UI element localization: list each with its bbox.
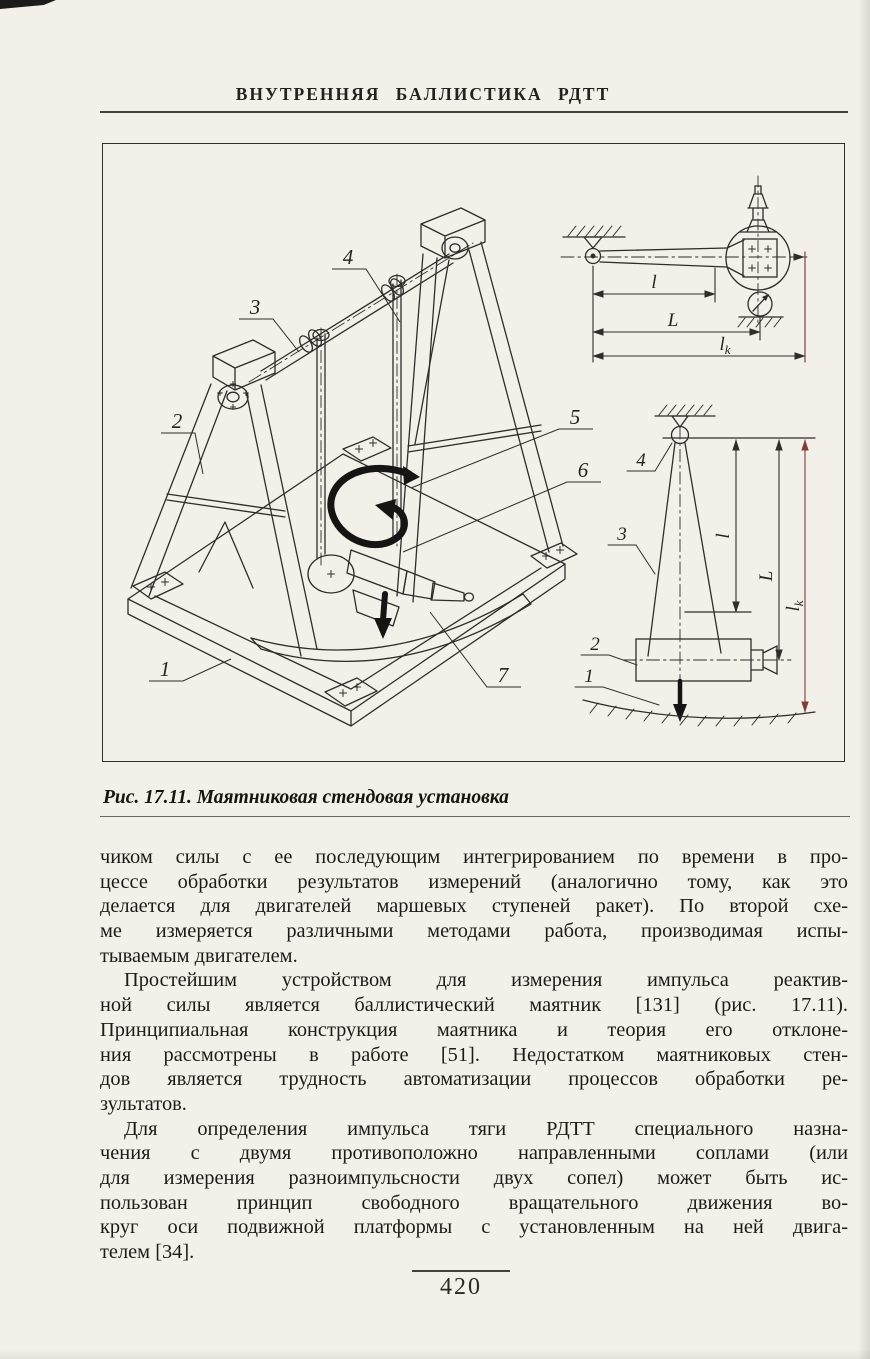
callout-5-label: 5: [569, 405, 581, 429]
page-number-rule: [412, 1270, 510, 1272]
text-line: цессе обработки результатов измерений (аналогично тому, как это: [100, 870, 848, 893]
text-line: для измерения разноимпульсности двух сопел) может быть ис-: [100, 1166, 848, 1189]
suspension-rods: [313, 274, 405, 566]
svg-text:3: 3: [617, 524, 627, 545]
caption-rule: [100, 816, 850, 817]
callout-4-label: 4: [342, 245, 354, 269]
callout-7-label: 7: [497, 663, 509, 687]
text-line: Для определения импульса тяги РДТТ специального назна-: [124, 1117, 848, 1140]
text-line: ме измеряется различными методами работа, производимая испы-: [100, 920, 848, 943]
figure-17-11-panel: [102, 143, 845, 762]
bottom-dim-lk-label: $l_k$: [783, 600, 806, 612]
callout-6: [403, 458, 601, 552]
paragraph-1: [100, 845, 848, 968]
scan-corner-artifact: [0, 0, 56, 9]
callout-2-label: 2: [171, 409, 183, 433]
figure-drawing: [103, 144, 844, 761]
callout-6-label: 6: [577, 458, 589, 482]
schematic-callout-3: [608, 524, 655, 574]
paragraph-3: [100, 1117, 848, 1265]
callout-3: [239, 295, 299, 352]
figure-caption: Рис. 17.11. Маятниковая стендовая установка: [103, 787, 509, 808]
svg-text:4: 4: [636, 450, 646, 471]
text-line: пользован принцип свободного вращательного движения во-: [100, 1191, 848, 1214]
top-dim-L-label: L: [667, 310, 679, 331]
header-rule: [100, 111, 848, 113]
isometric-stand: [128, 208, 577, 726]
schematic-callout-4: [627, 443, 672, 471]
running-header: ВНУТРЕННЯЯ БАЛЛИСТИКА РДТТ: [235, 84, 611, 104]
callout-1: [149, 657, 231, 681]
text-line: ной силы является баллистический маятник [131] (рис. 17.11).: [100, 994, 848, 1017]
text-line: чиком силы с ее последующим интегрированием по времени в про-: [100, 846, 848, 868]
text-line: круг оси подвижной платформы с установленным на ней двига-: [100, 1216, 848, 1239]
top-dim-l-label: l: [651, 272, 657, 293]
text-line: Простейшим устройством для измерения импульса реактив-: [124, 969, 848, 992]
text-line: ния рассмотрены в работе [51]. Недостатком маятниковых стен-: [100, 1043, 848, 1066]
page-edge-shadow: [858, 0, 870, 1359]
svg-text:1: 1: [584, 666, 594, 687]
bottom-dim-l-label: l: [713, 533, 734, 539]
a-frame-right: [397, 208, 563, 602]
callout-1-label: 1: [159, 657, 171, 681]
svg-text:2: 2: [590, 634, 600, 655]
bottom-schematic: [575, 405, 815, 726]
text-line: чения с двумя противоположно направленными соплами (или: [100, 1142, 848, 1165]
body-text: [100, 845, 848, 1265]
motor-assembly: [308, 550, 474, 626]
text-line: телем [34].: [100, 1241, 195, 1263]
top-schematic: [561, 176, 807, 362]
swing-direction-arrow: [331, 466, 420, 545]
schematic-callout-1: [575, 666, 659, 705]
text-line: Принципиальная конструкция маятника и теория его отклоне-: [100, 1018, 848, 1041]
text-line: тываемым двигателем.: [100, 944, 298, 967]
text-line: дов является трудность автоматизации процессов обработки ре-: [100, 1068, 848, 1091]
top-dim-lk-label: $l_k$: [719, 334, 731, 357]
callout-7: [430, 612, 521, 687]
callout-3-label: 3: [249, 295, 261, 319]
bottom-dim-L-label: L: [756, 570, 777, 582]
top-dimensions: [593, 252, 805, 362]
page-number: 420: [440, 1274, 482, 1300]
a-frame-left: [131, 340, 317, 656]
callout-5: [411, 405, 593, 488]
paragraph-2: [100, 968, 848, 1116]
text-line: зультатов.: [100, 1092, 187, 1115]
text-line: делается для двигателей маршевых ступеней ракет). По второй схе-: [100, 895, 848, 918]
thrust-down-arrow: [374, 594, 392, 639]
page-bottom-shadow: [0, 1349, 870, 1359]
